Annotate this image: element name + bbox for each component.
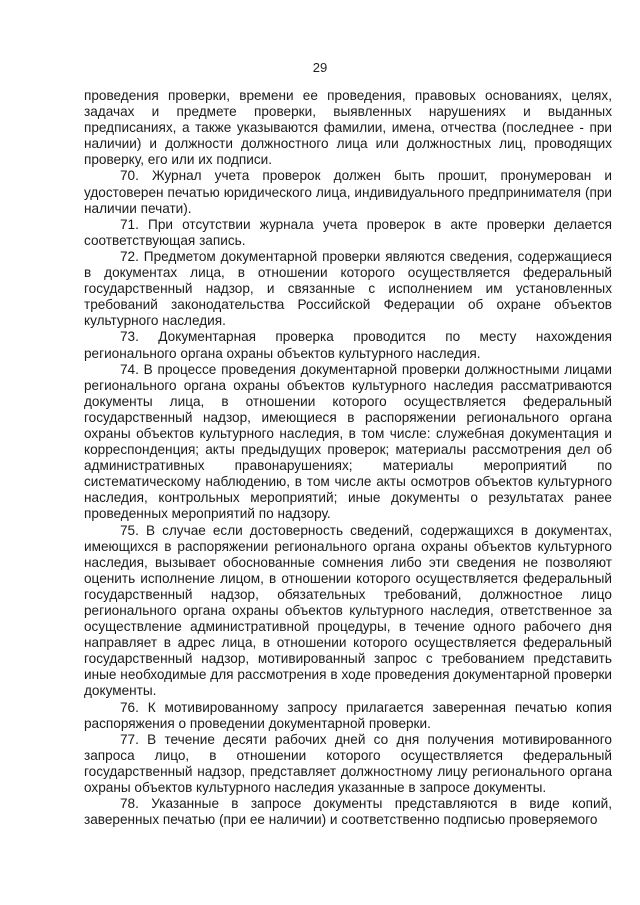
paragraph-71: 71. При отсутствии журнала учета проверок в акте проверки делается соответствующая запись. [84,216,612,248]
paragraph-72: 72. Предметом документарной проверки являются сведения, содержащиеся в документах лица, в отношении которого осуществляется федеральный государственный надзор, и связанные с исполнением им установленных требований законодательства Российской Федерации об охране объектов культурного наследия. [84,248,612,329]
paragraph-70: 70. Журнал учета проверок должен быть прошит, пронумерован и удостоверен печатью юридического лица, индивидуального предпринимателя (при наличии печати). [84,168,612,216]
paragraph-76: 76. К мотивированному запросу прилагается заверенная печатью копия распоряжения о проведении документарной проверки. [84,699,612,731]
paragraph-73: 73. Документарная проверка проводится по месту нахождения регионального органа охраны объектов культурного наследия. [84,329,612,361]
paragraph-75: 75. В случае если достоверность сведений, содержащихся в документах, имеющихся в распоряжении регионального органа охраны объектов культурного наследия, вызывает обоснованные сомнения либо эти сведения не позволяют оценить исполнение лицом, в отношении которого осуществляется федеральный государственный надзор, обязательных требований, должностное лицо регионального органа охраны объектов культурного наследия, ответственное за осуществление административной процедуры, в течение одного рабочего дня направляет в адрес лица, в отношении которого осуществляется федеральный государственный надзор, мотивированный запрос с требованием представить иные необходимые для рассмотрения в ходе проведения документарной проверки документы. [84,522,612,699]
document-body [84,88,612,828]
paragraph-continuation: проведения проверки, времени ее проведения, правовых основаниях, целях, задачах и предмете проверки, выявленных нарушениях и выданных предписаниях, а также указываются фамилии, имена, отчества (последнее - при наличии) и должности должностного лица или должностных лиц, проводящих проверку, его или их подписи. [84,88,612,168]
page-number: 29 [312,60,328,75]
paragraph-78: 78. Указанные в запросе документы представляются в виде копий, заверенных печатью (при ее наличии) и соответственно подписью проверяемого [84,796,612,828]
paragraph-74: 74. В процессе проведения документарной проверки должностными лицами регионального органа охраны объектов культурного наследия рассматриваются документы лица, в отношении которого осуществляется федеральный государственный надзор, имеющиеся в распоряжении регионального органа охраны объектов культурного наследия, в том числе: служебная документация и корреспонденция; акты предыдущих проверок; материалы рассмотрения дел об административных правонарушениях; материалы мероприятий по систематическому наблюдению, в том числе акты осмотров объектов культурного наследия, контрольных мероприятий; иные документы о результатах ранее проведенных мероприятий по надзору. [84,361,612,522]
paragraph-77: 77. В течение десяти рабочих дней со дня получения мотивированного запроса лицо, в отношении которого осуществляется федеральный государственный надзор, представляет должностному лицу регионального органа охраны объектов культурного наследия указанные в запросе документы. [84,731,612,796]
